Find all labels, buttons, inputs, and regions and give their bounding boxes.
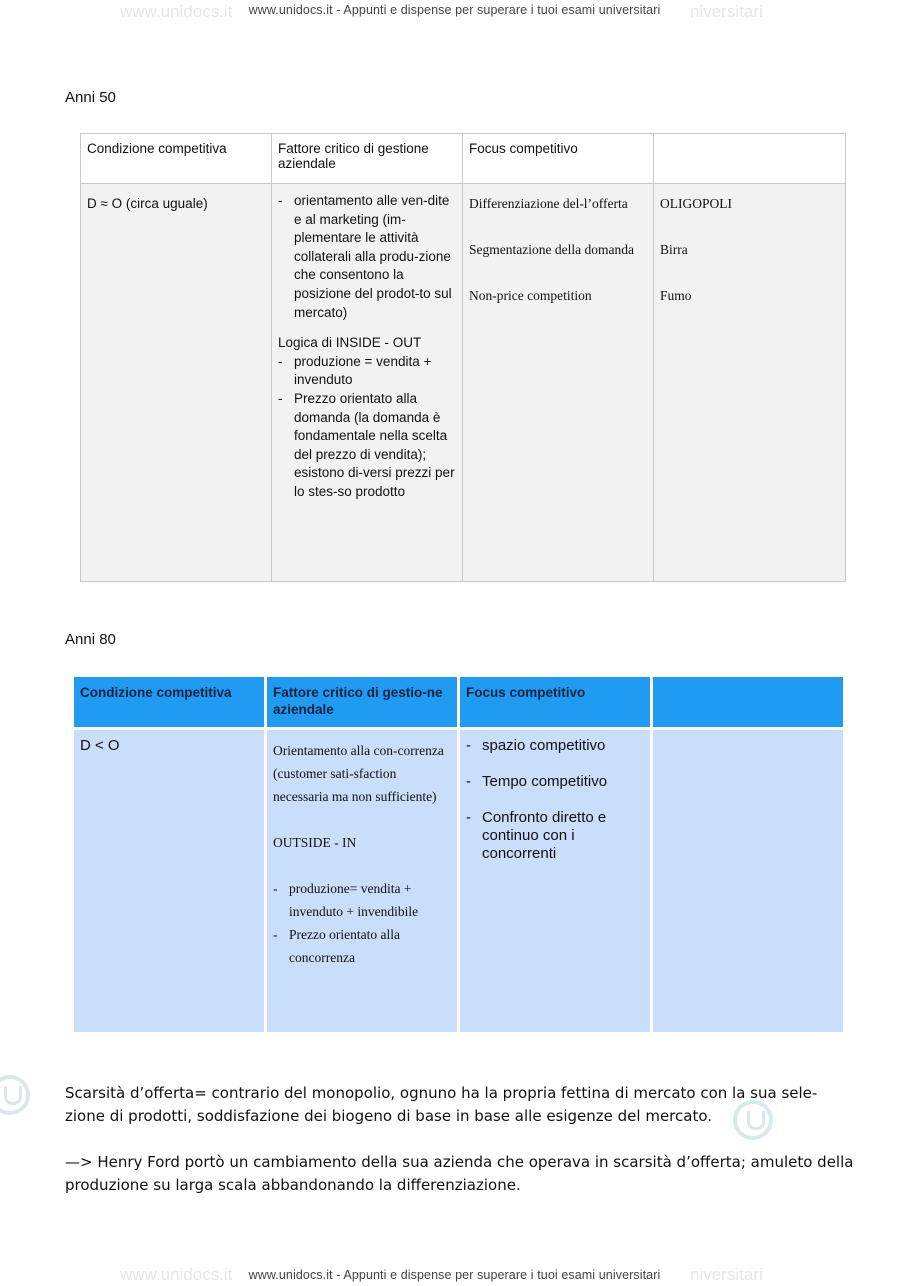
list-item: - Confronto diretto e continuo con i concorrenti	[482, 809, 644, 863]
header-cell: Fattore critico di gestione aziendale	[272, 134, 463, 184]
factor-text: Orientamento alla con-correnza (customer sati-sfaction necessaria ma non sufficiente)	[273, 743, 444, 804]
watermark-text: www.unidocs.it	[120, 1265, 233, 1284]
list-item: - spazio competitivo	[482, 737, 644, 755]
footer-banner[interactable]: www.unidocs.it - Appunti e dispense per superare i tuoi esami universitari	[248, 1268, 661, 1282]
focus-list	[466, 737, 644, 863]
condition-cell	[81, 184, 272, 582]
header-cell: Focus competitivo	[460, 677, 650, 727]
header-banner[interactable]: www.unidocs.it - Appunti e dispense per superare i tuoi esami universitari	[248, 3, 661, 17]
factor-cell	[272, 184, 463, 582]
logic-label: Logica di INSIDE - OUT	[278, 335, 422, 351]
header-cell	[653, 677, 843, 727]
table-header-row	[81, 134, 846, 184]
condition-text: D < O	[80, 737, 120, 754]
watermark-text: www.unidocs.it	[120, 2, 233, 21]
table-anni-80	[71, 674, 846, 1035]
condition-text: D ≈ O (circa uguale)	[87, 196, 208, 211]
market-item: Birra	[660, 242, 688, 257]
watermark-text: niversitari	[690, 2, 763, 21]
market-cell	[654, 184, 846, 582]
header-cell: Condizione competitiva	[74, 677, 264, 727]
market-item: Fumo	[660, 288, 692, 303]
focus-item: Non-price competition	[469, 288, 592, 303]
watermark-text: niversitari	[690, 1265, 763, 1284]
section-heading-anni-50: Anni 50	[65, 89, 116, 106]
focus-item: Segmentazione della domanda	[469, 242, 634, 257]
list-item: - produzione = vendita + invenduto	[294, 353, 456, 390]
focus-cell	[463, 184, 654, 582]
table-row	[74, 730, 843, 1032]
paragraph-scarsita: Scarsità d’offerta= contrario del monopolio, ognuno ha la propria fettina di mercato con la sua sele-zione di prodotti, soddisfazione dei biogeno di base in base alle esigenze del mercato.	[65, 1084, 818, 1125]
table-anni-50	[80, 133, 846, 582]
list-item: - Prezzo orientato alla domanda (la domanda è fondamentale nella scelta del prezzo di vendita); esistono di-versi prezzi per lo stes-so prodotto	[294, 390, 456, 502]
paragraph-henry-ford: —> Henry Ford portò un cambiamento della sua azienda che operava in scarsità d’offerta; amuleto della produzione su larga scala abbandonando la differenziazione.	[65, 1153, 854, 1194]
header-cell: Fattore critico di gestio-ne aziendale	[267, 677, 457, 727]
table-header-row	[74, 677, 843, 727]
section-heading-anni-80: Anni 80	[65, 631, 116, 648]
factor-list	[278, 192, 456, 322]
factor-list	[273, 877, 451, 969]
list-item: - Prezzo orientato alla concorrenza	[289, 923, 451, 969]
empty-cell	[653, 730, 843, 1032]
list-item: - orientamento alle ven-dite e al marketing (im-plementare le attività collaterali alla produ-zione che consentono la posizione del prodot-to sul mercato)	[294, 192, 456, 322]
table-row	[81, 184, 846, 582]
header-cell: Condizione competitiva	[81, 134, 272, 184]
focus-item: Differenziazione del-l’offerta	[469, 196, 628, 211]
factor-cell	[267, 730, 457, 1032]
list-item: - Tempo competitivo	[482, 773, 644, 791]
list-item: - produzione= vendita + invenduto + invendibile	[289, 877, 451, 923]
condition-cell	[74, 730, 264, 1032]
factor-list	[278, 353, 456, 502]
header-cell	[654, 134, 846, 184]
watermark-logo-icon	[0, 1075, 30, 1115]
market-item: OLIGOPOLI	[660, 196, 732, 211]
header-cell: Focus competitivo	[463, 134, 654, 184]
logic-label: OUTSIDE - IN	[273, 835, 357, 850]
focus-cell	[460, 730, 650, 1032]
